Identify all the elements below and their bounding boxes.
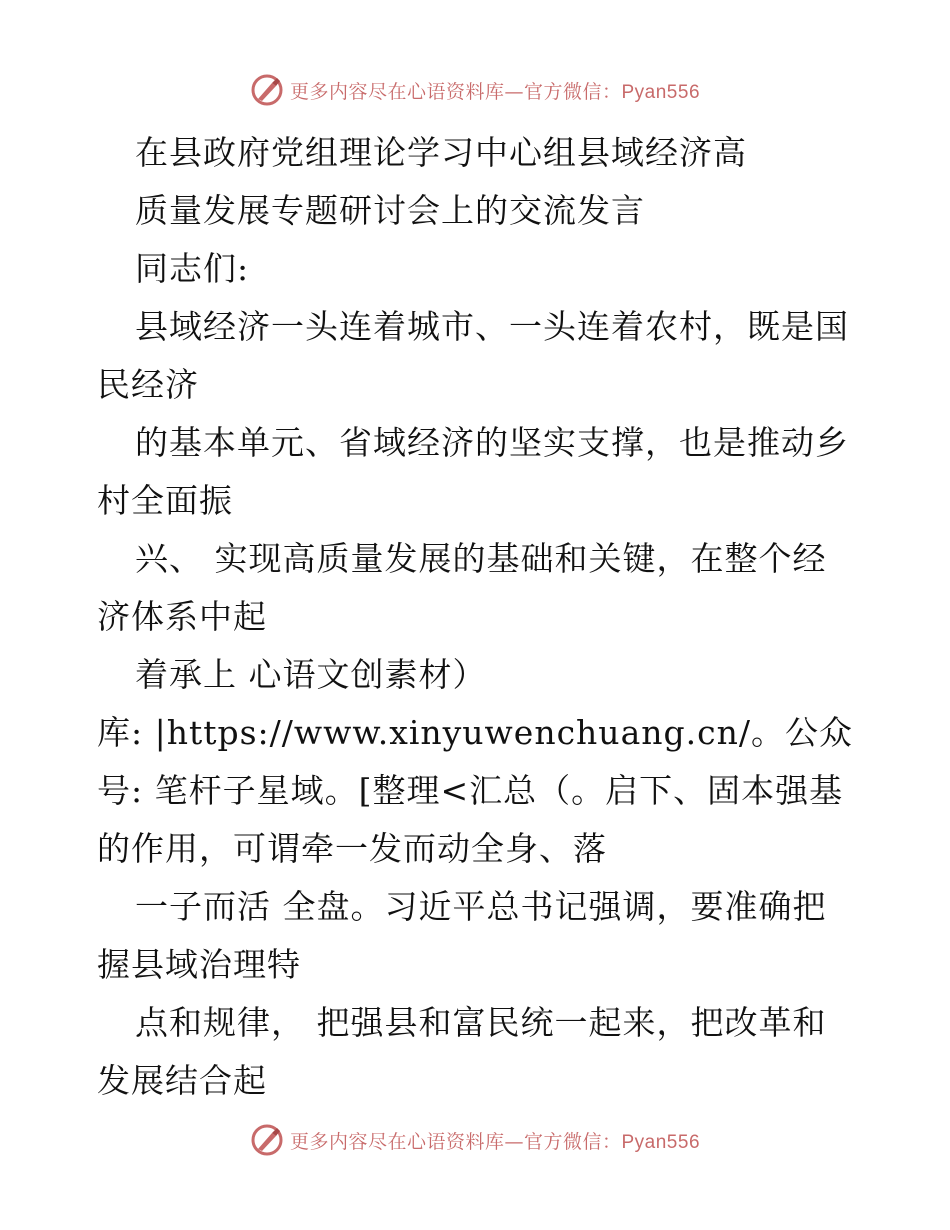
text-line: 民经济	[97, 365, 199, 404]
text-line: 库: |https://www.xinyuwenchuang.cn/。公众	[97, 713, 853, 752]
text-line: 的作用，可谓牵一发而动全身、落	[97, 829, 607, 868]
text-line: 兴、 实现高质量发展的基础和关键，在整个经	[135, 539, 827, 578]
text-line: 在县政府党组理论学习中心组县域经济高	[135, 133, 747, 172]
banner-text: 更多内容尽在心语资料库—官方微信：Pyan556	[289, 1130, 701, 1153]
text-line: 发展结合起	[97, 1061, 267, 1100]
text-line: 号: 笔杆子星域。[整理<汇总（。启下、固本强基	[97, 771, 844, 810]
pen-logo-icon	[250, 1123, 284, 1157]
text-line: 着承上 心语文创素材）	[135, 655, 487, 694]
text-line: 村全面振	[97, 481, 233, 520]
document-body	[97, 124, 857, 1110]
text-line: 一子而活 全盘。习近平总书记强调，要准确把	[135, 887, 827, 926]
pen-logo-icon	[250, 73, 284, 107]
header-banner	[0, 70, 950, 110]
banner-text: 更多内容尽在心语资料库—官方微信：Pyan556	[289, 80, 701, 103]
text-line: 县域经济一头连着城市、一头连着农村，既是国	[135, 307, 849, 346]
text-line: 济体系中起	[97, 597, 267, 636]
text-line: 握县域治理特	[97, 945, 301, 984]
text-line: 的基本单元、省域经济的坚实支撑，也是推动乡	[135, 423, 849, 462]
wechat-id: Pyan556	[621, 81, 701, 103]
footer-banner	[0, 1120, 950, 1160]
text-line: 点和规律， 把强县和富民统一起来，把改革和	[135, 1003, 827, 1042]
text-line: 质量发展专题研讨会上的交流发言	[135, 191, 645, 230]
wechat-id: Pyan556	[621, 1131, 701, 1153]
text-line: 同志们:	[135, 249, 250, 288]
